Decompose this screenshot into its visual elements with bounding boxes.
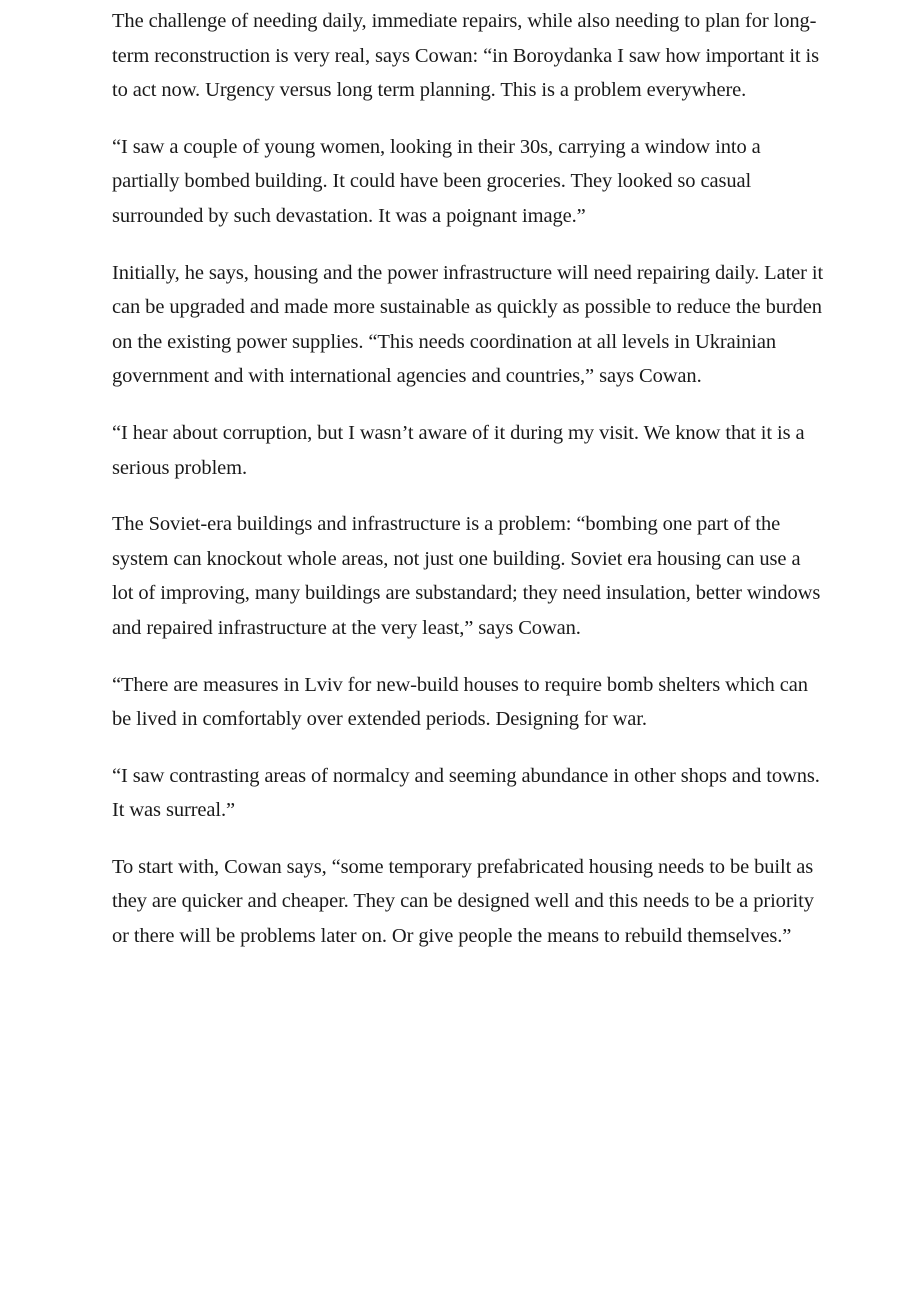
paragraph: To start with, Cowan says, “some temporary prefabricated housing needs to be built as they are quicker and cheaper. They can be designed well and this needs to be a priority or there will be problems later on. Or give people the means to rebuild themselves.” <box>112 855 814 948</box>
paragraph: “I hear about corruption, but I wasn’t aware of it during my visit. We know that it is a serious problem. <box>112 421 805 479</box>
article-body <box>112 4 824 976</box>
paragraph: The challenge of needing daily, immediate repairs, while also needing to plan for long-term reconstruction is very real, says Cowan: “in Boroydanka I saw how important it is to act now. Urgency versus long term planning. This is a problem everywhere. <box>112 10 820 102</box>
paragraph: Initially, he says, housing and the power infrastructure will need repairing daily. Later it can be upgraded and made more sustainable as quickly as possible to reduce the burden on the existing power supplies. “This needs coordination at all levels in Ukrainian government and with international agencies and countries,” says Cowan. <box>112 261 824 388</box>
paragraph: The Soviet-era buildings and infrastructure is a problem: “bombing one part of the system can knockout whole areas, not just one building. Soviet era housing can use a lot of improving, many buildings are substandard; they need insulation, better windows and repaired infrastructure at the very least,” says Cowan. <box>112 513 821 639</box>
paragraph: “I saw contrasting areas of normalcy and seeming abundance in other shops and towns. It was surreal.” <box>112 764 820 822</box>
paragraph: “There are measures in Lviv for new-build houses to require bomb shelters which can be lived in comfortably over extended periods. Designing for war. <box>112 673 808 731</box>
paragraph: “I saw a couple of young women, looking in their 30s, carrying a window into a partially bombed building. It could have been groceries. They looked so casual surrounded by such devastation. It was a poignant image.” <box>112 135 761 227</box>
